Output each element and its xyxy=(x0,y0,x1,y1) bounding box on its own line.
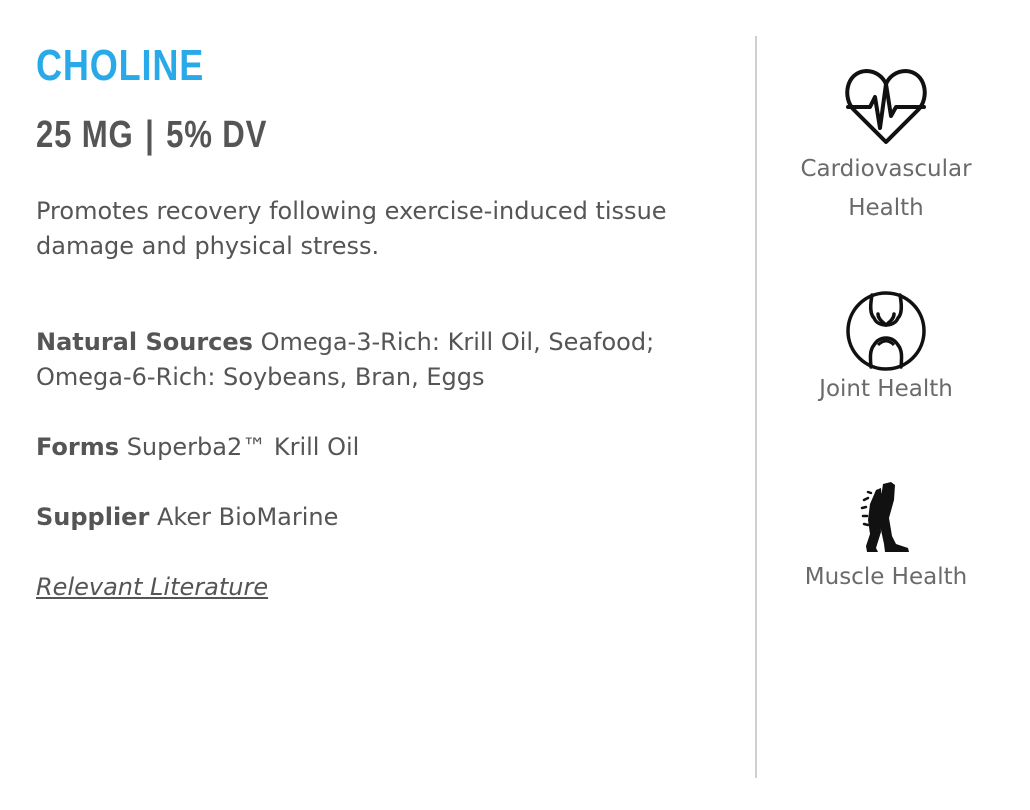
supplier xyxy=(36,500,736,535)
heart-pulse-icon xyxy=(844,66,928,146)
dosage-separator: | xyxy=(145,114,155,156)
leg-muscle-icon xyxy=(856,480,916,554)
daily-value: 5% DV xyxy=(166,114,268,156)
forms xyxy=(36,430,736,465)
benefit-cardiovascular xyxy=(770,66,1002,228)
natural-sources-value: Omega-3-Rich: Krill Oil, Seafood; Omega-6-Rich: Soybeans, Bran, Eggs xyxy=(36,328,655,391)
joint-icon xyxy=(845,290,927,372)
literature xyxy=(36,570,736,605)
supplier-label: Supplier xyxy=(36,503,150,531)
column-divider xyxy=(755,36,757,778)
forms-value: Superba2™ Krill Oil xyxy=(126,433,360,461)
relevant-literature-link[interactable]: Relevant Literature xyxy=(36,573,269,601)
ingredient-name: CHOLINE xyxy=(36,41,205,90)
benefit-label: Muscle Health xyxy=(804,564,968,590)
ingredient-description: Promotes recovery following exercise-induced tissue damage and physical stress. xyxy=(36,197,667,260)
benefit-label: Cardiovascular Health xyxy=(800,156,972,221)
forms-label: Forms xyxy=(36,433,120,461)
natural-sources xyxy=(36,325,736,395)
benefit-joint xyxy=(770,290,1002,409)
supplier-value: Aker BioMarine xyxy=(156,503,339,531)
benefit-muscle xyxy=(770,480,1002,597)
natural-sources-label: Natural Sources xyxy=(36,328,253,356)
benefit-label: Joint Health xyxy=(819,376,953,402)
dosage-amount: 25 MG xyxy=(36,114,134,156)
ingredient-details xyxy=(36,40,736,605)
dosage-line xyxy=(36,112,610,158)
